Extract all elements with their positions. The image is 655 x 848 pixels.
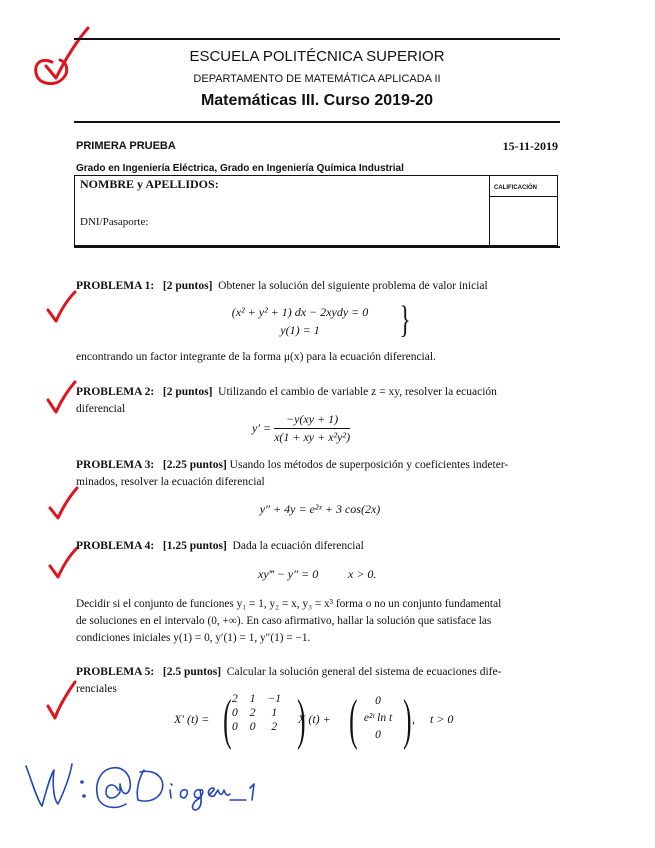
problem-1-label: PROBLEMA 1: [76, 280, 155, 292]
problem-2-numerator: −y(xy + 1) [274, 412, 350, 429]
problem-4-condition: x > 0. [348, 567, 377, 581]
check-mark-icon [44, 290, 78, 326]
problem-4-statement [76, 538, 560, 555]
handwritten-signature [18, 752, 258, 814]
problem-2-label: PROBLEMA 2: [76, 386, 155, 398]
header-rule [74, 121, 560, 123]
box-bottom-rule [74, 246, 560, 248]
problem-4-task-line-3: condiciones iniciales y(1) = 0, y′(1) = 1, y″(1) = −1. [76, 632, 311, 644]
degree-list: Grado en Ingeniería Eléctrica, Grado en Ingeniería Química Industrial [76, 163, 404, 174]
problem-2-statement [76, 384, 560, 401]
vector-right-paren: ) [403, 689, 412, 751]
problem-2-points: [2 puntos] [162, 386, 213, 398]
coefficient-matrix [226, 692, 287, 734]
matrix-cell: 2 [232, 693, 238, 705]
exam-title: PRIMERA PRUEBA [76, 140, 176, 152]
problem-5-middle-term: X (t) + [298, 712, 331, 726]
problem-5-lhs: X′ (t) = [174, 712, 210, 726]
problem-2-text-cont: diferencial [76, 403, 126, 415]
problem-5-comma: , [412, 712, 415, 726]
matrix-row [226, 692, 287, 706]
problem-4-task-line-2: de soluciones en el intervalo (0, +∞). En caso afirmativo, hallar la solución que satisface las [76, 615, 492, 627]
problem-1-note: encontrando un factor integrante de la forma μ(x) para la ecuación diferencial. [76, 351, 436, 363]
problem-4-text: Dada la ecuación diferencial [232, 540, 364, 552]
matrix-right-paren: ) [297, 689, 306, 751]
id-label: DNI/Pasaporte: [80, 216, 149, 228]
matrix-cell: 2 [271, 721, 278, 733]
problem-3-label: PROBLEMA 3: [76, 459, 155, 471]
problem-5-label: PROBLEMA 5: [76, 666, 155, 678]
problem-1-right-brace: } [399, 299, 411, 341]
vector-left-paren: ( [349, 689, 358, 751]
vector-entry: e²ᵗ ln t [363, 712, 393, 724]
matrix-cell: 2 [249, 707, 256, 719]
problem-3-points: [2.25 puntos] [162, 459, 227, 471]
problem-1-text: Obtener la solución del siguiente problema de valor inicial [218, 280, 488, 292]
problem-2-text: Utilizando el cambio de variable z = xy, resolver la ecuación [218, 386, 497, 398]
matrix-row [226, 720, 287, 734]
problem-1-initial-condition: y(1) = 1 [280, 323, 320, 337]
problem-5-points: [2.5 puntos] [162, 666, 222, 678]
top-rule [74, 38, 560, 40]
problem-3-equation: y″ + 4y = e²ˣ + 3 cos(2x) [259, 502, 381, 516]
exam-date: 15-11-2019 [502, 139, 558, 153]
problem-4-task-line-1: Decidir si el conjunto de funciones y₁ = 1, y₂ = x, y₃ = x³ forma o no un conjunto fundamental [76, 598, 502, 610]
problem-2-lhs: y′ = [252, 421, 272, 435]
check-mark-icon [46, 486, 80, 522]
problem-2-equation [252, 412, 350, 445]
matrix-cell: 1 [271, 707, 278, 719]
grade-box-divider [489, 176, 490, 246]
matrix-left-paren: ( [223, 689, 232, 751]
matrix-cell: 0 [232, 707, 238, 719]
matrix-cell: 0 [249, 721, 256, 733]
course-title: Matemáticas III. Curso 2019-20 [200, 92, 434, 109]
check-mark-icon [44, 680, 78, 722]
problem-5-text: Calcular la solución general del sistema de ecuaciones dife- [226, 666, 502, 678]
problem-5-text-cont: renciales [76, 683, 117, 695]
matrix-cell: −1 [267, 693, 282, 705]
problem-4-equation: xy‴ − y″ = 0 [258, 567, 319, 581]
matrix-row [226, 706, 287, 720]
problem-1-statement [76, 278, 560, 295]
name-label: NOMBRE y APELLIDOS: [80, 177, 219, 191]
problem-4-points: [1.25 puntos] [162, 540, 227, 552]
department-name: DEPARTAMENTO DE MATEMÁTICA APLICADA II [193, 73, 441, 85]
problem-1-equation: (x² + y² + 1) dx − 2xydy = 0 [231, 305, 369, 319]
vector-entry: 0 [375, 695, 381, 707]
school-name: ESCUELA POLITÉCNICA SUPERIOR [189, 48, 445, 65]
vector-entry: 0 [375, 729, 381, 741]
grade-label-underline [490, 196, 558, 197]
matrix-cell: 1 [249, 693, 256, 705]
check-mark-icon [44, 380, 78, 416]
matrix-cell: 0 [232, 721, 238, 733]
problem-3-statement [76, 457, 560, 474]
problem-5-statement [76, 664, 560, 681]
problem-3-text-cont: minados, resolver la ecuación diferencial [76, 476, 265, 488]
check-mark-icon [46, 546, 80, 582]
problem-2-denominator: x(1 + xy + x²y²) [274, 430, 351, 444]
problem-5-condition: t > 0 [430, 712, 454, 726]
grade-label: CALIFICACIÓN [494, 185, 537, 191]
problem-4-label: PROBLEMA 4: [76, 540, 155, 552]
problem-3-text: Usando los métodos de superposición y coeficientes indeter- [229, 459, 509, 471]
problem-1-points: [2 puntos] [162, 280, 213, 292]
